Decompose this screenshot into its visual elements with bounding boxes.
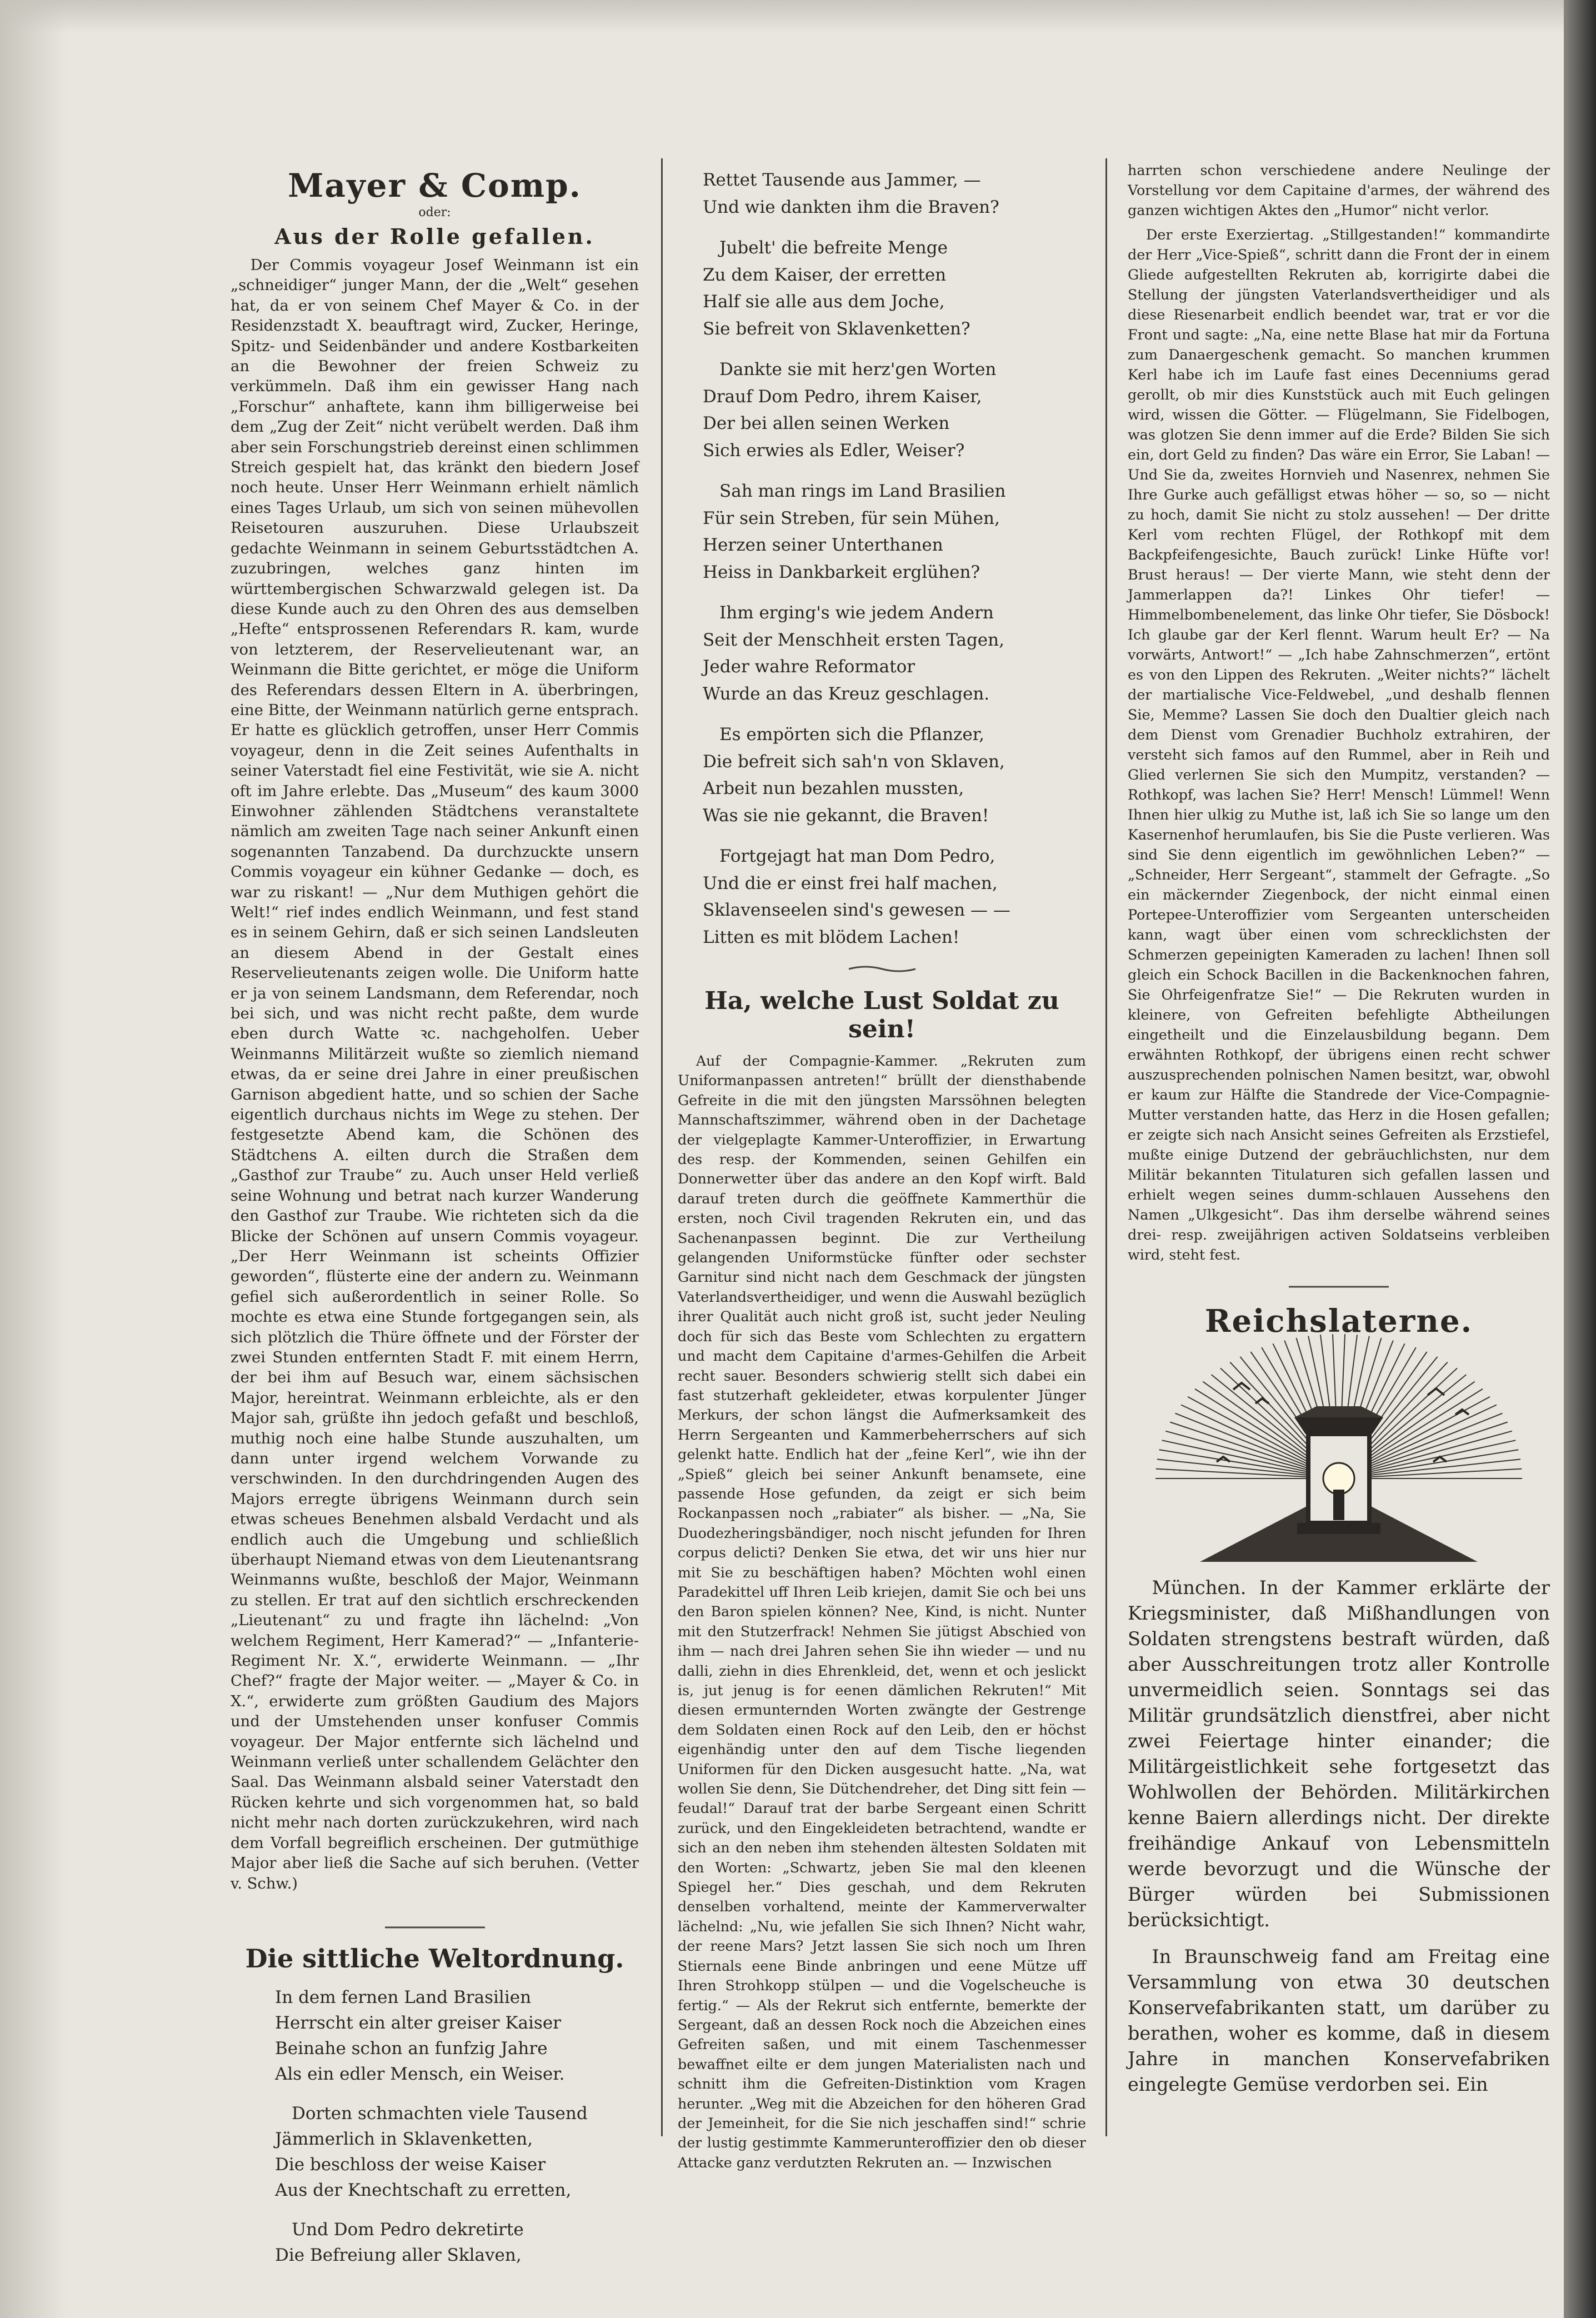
article-oder: oder: [418,206,451,219]
column-2 [678,167,1086,2178]
poem-line: Die beschloss der weise Kaiser [275,2154,546,2175]
poem-weltordnung [231,1985,639,2268]
poem-line: Arbeit nun bezahlen mussten, [703,778,964,798]
article-title-mayer: Mayer & Comp. [288,167,582,204]
poem-line: Was sie nie gekannt, die Braven! [703,805,989,826]
poem-stanza [703,843,1086,951]
divider [678,965,1086,976]
lantern-illustration [1128,1351,1550,1564]
poem-line: Herzen seiner Unterthanen [703,535,943,555]
poem-stanza [275,2217,639,2268]
poem-line: Jubelt' die befreite Menge [719,238,948,258]
poem-line: Dorten schmachten viele Tausend [292,2103,588,2124]
poem-line: Beinahe schon an funfzig Jahre [275,2038,548,2059]
poem-line: Ihm erging's wie jedem Andern [719,603,994,623]
poem-continued [678,167,1086,951]
poem-line: Rettet Tausende aus Jammer, — [703,170,981,190]
article-title-reichslaterne: Reichslaterne. [1204,1303,1473,1340]
poem-line: Für sein Streben, für sein Mühen, [703,508,1000,528]
poem-stanza [703,600,1086,707]
poem-stanza [703,167,1086,221]
divider [231,1922,639,1932]
muenchen-text: München. In der Kammer erklärte der Kriegsminister, daß Mißhandlungen von Soldaten strengstens bestraft würden, daß aber Ausschreitungen trotz aller Kontrolle unvermeidlich seien. Sonntags sei das Militär grundsätzlich dienstfrei, aber nicht zwei Feiertage hinter einander; die Militärgeistlichkeit sehe fortgesetzt das Wohlwollen der Behörden. Militärkirchen kenne Baiern allerdings nicht. Der direkte freihändige Ankauf von Lebensmitteln werde bevorzugt und die Wünsche der Bürger würden bei Submissionen berücksichtigt. [1128,1577,1550,1931]
poem-stanza [703,234,1086,342]
top-shadow [0,0,1564,33]
poem-stanza [703,478,1086,586]
poem-line: Zu dem Kaiser, der erretten [703,264,947,285]
street-lantern-icon [1167,1351,1511,1562]
poem-line: Als ein edler Mensch, ein Weiser. [275,2064,565,2084]
exerziertag-text: Der erste Exerziertag. „Stillgestanden!“ kommandirte der Herr „Vice-Spieß“, schritt dann die Front der in einem Gliede aufgestellten Rekruten ab, korrigirte dabei die Stellung der jüngsten Vaterlandsvertheidiger und als diese Riesenarbeit endlich beendet war, trat er vor die Front und sagte: „Na, eine nette Blase hat mir da Fortuna zum Danaergeschenk gemacht. So manchen krummen Kerl habe ich im Laufe fast eines Decenniums gerad gerollt, ob mir dies Kunststück auch mit Euch gelingen wird, wissen die Götter. — Flügelmann, Sie Fidelbogen, was glotzen Sie denn immer auf die Erde? Bilden Sie sich ein, dort Geld zu finden? Das wäre ein Error, Sie Laban! — Und Sie da, zweites Hornvieh und Nasenrex, nehmen Sie Ihre Gurke auch gefälligst etwas höher — so, so — nicht zu hoch, damit Sie nicht zu stolz aussehen! — Der dritte Kerl vom rechten Flügel, der Rothkopf mit dem Backpfeifengesichte, Bauch zurück! Linke Hüfte vor! Brust heraus! — Der vierte Mann, wie steht denn der Jammerlappen da?! Linkes Ohr tiefer! — Himmelbombenelement, das linke Ohr tiefer, Sie Dösbock! Ich glaube gar der Kerl flennt. Warum heult Er? — Na vorwärts, Antwort!“ — „Ich habe Zahnschmerzen“, ertönt es von den Lippen des Rekruten. „Weiter nichts?“ lächelt der martialische Vice-Feldwebel, „und deshalb flennen Sie, Memme? Lassen Sie doch den Dualtier gleich nach dem Dienst vom Grenadier Buchholz extrahiren, der versteht sich famos auf den Rummel, aber in Reih und Glied verlernen Sie sich den Mumpitz, verstanden? — Rothkopf, was lachen Sie? Herr! Mensch! Lümmel! Wenn Ihnen hier ulkig zu Muthe ist, laß ich Sie so lange um den Kasernenhof herumlaufen, bis Sie die Puste verlieren. Was sind Sie denn eigentlich im gewöhnlichen Leben?“ — „Schneider, Herr Sergeant“, stammelt der Gefragte. „So ein mäckernder Ziegenbock, der nicht einmal einen Portepee-Unteroffizier vom Sergeanten unterscheiden kann, wagt über einen vom schrecklichsten der Schmerzen gepeinigten Kameraden zu lachen! Ihnen soll gleich ein Schock Bacillen in die Backenknochen fahren, Sie Ohrfeigenfratze Sie!“ — Die Rekruten wurden in kleinere, von Gefreiten befehligte Abtheilungen eingetheilt und die Einzelausbildung begann. Dem erwähnten Rothkopf, der übrigens einen recht schwer auszusprechenden polnischen Namen besitzt, war, obwohl er kaum zur Hälfte die Standrede der Vice-Compagnie-Mutter verstanden hatte, das Herz in die Hosen gefallen; er zeigte sich nach Ansicht seines Gefreiten als Erzstiefel, mußte einige Dutzend der gebräuchlichsten, nur dem Militär bekannten Titulaturen sich gefallen lassen und erhielt wegen seines dumm-schlauen Aussehens den Namen „Ulkgesicht“. Das ihm derselbe während seines drei- resp. zweijährigen activen Soldatseins verbleiben wird, steht fest. [1128,226,1550,1263]
poem-line: Fortgejagt hat man Dom Pedro, [719,846,995,866]
poem-line: Dankte sie mit herz'gen Worten [719,359,997,379]
poem-line: Sich erwies als Edler, Weiser? [703,440,965,461]
continued-text: harrten schon verschiedene andere Neulinge der Vorstellung vor dem Capitaine d'armes, der während des ganzen wichtigen Aktes den „Humor“ nicht verlor. [1128,162,1550,218]
column-3 [1128,160,1550,2171]
page-edge [1564,0,1596,2318]
braunschweig-text: In Braunschweig fand am Freitag eine Versammlung von etwa 30 deutschen Konservefabrikanten statt, um darüber zu berathen, woher es komme, daß in diesem Jahre in manchen Konservefabriken eingelegte Gemüse verdorben sei. Ein [1128,1946,1550,2095]
poem-line: Und die er einst frei half machen, [703,873,998,893]
poem-line: Die befreit sich sah'n von Sklaven, [703,751,1005,772]
poem-stanza [275,2101,639,2203]
column-rule-2 [1105,158,1107,2136]
poem-line: Wurde an das Kreuz geschlagen. [703,683,990,704]
poem-line: Litten es mit blödem Lachen! [703,927,960,947]
poem-line: Die Befreiung aller Sklaven, [275,2245,522,2265]
left-shadow [0,0,67,2318]
poem-stanza [703,356,1086,464]
poem-stanza [275,1985,639,2087]
divider [1128,1281,1550,1292]
column-1 [231,156,639,2265]
divider-line [385,1925,485,1930]
poem-line: Half sie alle aus dem Joche, [703,292,945,312]
article-body-soldat: Auf der Compagnie-Kammer. „Rekruten zum Uniformanpassen antreten!“ brüllt der diensthabende Gefreite in die mit den jüngsten Marssöhnen belegten Mannschaftszimmer, während oben in der Dachetage der vielgeplagte Kammer-Unteroffizier, in Erwartung des resp. der Kommenden, seinen Gehilfen ein Donnerwetter über das andere an den Kopf wirft. Bald darauf treten durch die geöffnete Kammerthür die ersten, noch Civil tragenden Rekruten ein, und das Sachenanpassen beginnt. Die zur Vertheilung gelangenden Uniformstücke fünfter oder sechster Garnitur sind nicht nach dem Geschmack der jüngsten Vaterlandsvertheidiger, und wenn die Auswahl bezüglich ihrer Qualität auch nicht groß ist, sucht jeder Neuling doch für sich das Beste vom Schlechten zu ergattern und macht dem Capitaine d'armes-Gehilfen die Arbeit recht sauer. Besonders schwierig stellt sich dabei ein fast stutzerhaft gekleideter, etwas korpulenter Jünger Merkurs, der schon längst die Aufmerksamkeit des Herrn Sergeanten und Kammerbeherrschers auf sich gelenkt hatte. Endlich hat der „feine Kerl“, wie ihn der „Spieß“ gleich bei seiner Ankunft benamsete, eine passende Hose gefunden, da zeigt er sich beim Rockanpassen noch „rabiater“ als bisher. — „Na, Sie Duodezheringsbändiger, noch nischt jefunden for Ihren corpus delicti? Denken Sie etwa, det wir uns hier nur mit Sie zu beschäftigen haben? Möchten wohl einen Paradekittel uff Ihren Leib kriejen, damit Sie och bei uns den Baron spielen können? Nee, Kind, is nicht. Nunter mit den Stutzerfrack! Nehmen Sie jütigst Abschied von ihm — nach drei Jahren sehen Sie ihn wieder — und nu dalli, ziehn in dies Ehrenkleid, det, wenn et och jeslickt is, jut jenug is for eenen dämlichen Rekruten!“ Mit diesen ermunternden Worten zwängte der Gestrenge dem Soldaten einen Rock auf den Leib, den er höchst eigenhändig unter den auf dem Tische liegenden Uniformen für den Dicken ausgesucht hatte. „Na, wat wollen Sie denn, Sie Dütchendreher, det Ding sitt fein — feudal!“ Darauf trat der barbe Sergeant einen Schritt zurück, und den Eingekleideten betrachtend, wandte er sich an den neben ihm stehenden ältesten Soldaten mit den Worten: „Schwartz, jeben Sie mal den kleenen Spiegel her.“ Dies geschah, und dem Rekruten denselben vorhaltend, meinte der Kammerverwalter lächelnd: „Nu, wie jefallen Sie sich Ihnen? Nicht wahr, der reene Mars? Jetzt lassen Sie sich noch um Ihren Stiernals eene Binde anbringen und eene Mütze uff Ihren Strohkopp stülpen — und die Vogelscheuche is fertig.“ — Als der Rekrut sich entfernte, bemerkte der Sergeant, daß an dessen Rock noch die Abzeichen eines Gefreiten saßen, und mit einem Taschenmesser bewaffnet eilte er dem jungen Materialisten nach und schnitt ihm die Gefreiten-Distinktion vom Kragen herunter. „Weg mit die Abzeichen for den höheren Grad der Jemeinheit, for die Sie nich jeschaffen sind!“ schrie der lustig gestimmte Kammerunteroffizier den ob dieser Attacke ganz verdutzten Rekruten an. — Inzwischen [678,1053,1086,2171]
poem-line: Heiss in Dankbarkeit erglühen? [703,562,980,582]
poem-line: Es empörten sich die Pflanzer, [719,725,984,745]
divider-line [1289,1284,1389,1290]
poem-line: Und Dom Pedro dekretirte [292,2219,524,2240]
article-body-mayer: Der Commis voyageur Josef Weinmann ist ein „schneidiger“ junger Mann, der die „Welt“ gesehen hat, da er von seinem Chef Mayer & Co. in der Residenzstadt X. beauftragt wird, Zucker, Heringe, Spitz- und Seidenbänder und andere Kostbarkeiten an die Bewohner der freien Schweiz zu verkümmeln. Daß ihm ein gewisser Hang nach „Forschur“ anhaftete, kann ihm billigerweise bei dem „Zug der Zeit“ nicht verübelt werden. Daß ihm aber sein Forschungstrieb dereinst einen schlimmen Streich gespielt hat, das kränkt den biedern Josef noch heute. Unser Herr Weinmann erhielt nämlich eines Tages Urlaub, um sich von seinen mühevollen Reisetouren auszuruhen. Diese Urlaubszeit gedachte Weinmann in seinem Geburtsstädtchen A. zuzubringen, welches ganz hinten im württembergischen Schwarzwald gelegen ist. Da diese Kunde auch zu den Ohren des aus demselben „Hefte“ entsprossenen Referendars R. kam, wurde von letzterem, der Reservelieutenant war, an Weinmann die Bitte gerichtet, er möge die Uniform des Referendars dessen Eltern in A. überbringen, eine Bitte, der Weinmann natürlich gerne entsprach. Er hatte es glücklich getroffen, unser Herr Commis voyageur, denn in die Zeit seines Aufenthalts in seiner Vaterstadt fiel eine Festivität, wie sie A. nicht oft im Jahre erlebte. Das „Museum“ des kaum 3000 Einwohner zählenden Städtchens veranstaltete nämlich am zweiten Tage nach seiner Ankunft einen sogenannten Tanzabend. Da durchzuckte unsern Commis voyageur ein kühner Gedanke — doch, es war zu riskant! — „Nur dem Muthigen gehört die Welt!“ rief indes endlich Weinmann, und fest stand es in seinem Gehirn, daß er sich seinen Landsleuten an diesem Abend in der Gestalt eines Reservelieutenants zeigen wolle. Die Uniform hatte er ja von seinem Landsmann, dem Referendar, noch bei sich, und was nicht recht paßte, dem wurde eben durch Watte ꝛc. nachgeholfen. Ueber Weinmanns Militärzeit wußte so ziemlich niemand etwas, da er seine drei Jahre in einer preußischen Garnison abgedient hatte, und so schien der Sache eigentlich durchaus nichts im Wege zu stehen. Der festgesetzte Abend kam, die Schönen des Städtchens A. eilten durch die Straßen dem „Gasthof zur Traube“ zu. Auch unser Held verließ seine Wohnung und betrat nach kurzer Wanderung den Gasthof zur Traube. Wie richteten sich da die Blicke der Schönen auf unsern Commis voyageur. „Der Herr Weinmann ist scheints Offizier geworden“, flüsterte eine der andern zu. Weinmann gefiel sich außerordentlich in seiner Rolle. So mochte es etwa eine Stunde fortgegangen sein, als sich plötzlich die Thüre öffnete und der Förster der zwei Stunden entfernten Stadt F. mit einem Herrn, der bei ihm auf Besuch war, einem sächsischen Major, hereintrat. Weinmann erbleichte, als er den Major sah, grüßte ihn jedoch gefaßt und beschloß, muthig noch eine halbe Stunde auszuhalten, um dann unter irgend welchem Vorwande zu verschwinden. In den durchdringenden Augen des Majors erregte übrigens Weinmann durch sein etwas scheues Benehmen alsbald Verdacht und als endlich auch die Umgebung und schließlich überhaupt Niemand etwas von dem Lieutenantsrang Weinmanns wußte, beschloß der Major, Weinmann zu stellen. Er trat auf den sichtlich erschreckenden „Lieutenant“ zu und fragte ihn lächelnd: „Von welchem Regiment, Herr Kamerad?“ — „Infanterie-Regiment Nr. X.“, erwiderte Weinmann. — „Ihr Chef?“ fragte der Major weiter. — „Mayer & Co. in X.“, erwiderte zum größten Gaudium des Majors und der Umstehenden unser konfuser Commis voyageur. Der Major entfernte sich lächelnd und Weinmann verließ unter schallendem Gelächter den Saal. Das Weinmann alsbald seiner Vaterstadt den Rücken kehrte und sich vorgenommen hat, so bald nicht mehr nach dorten zurückzukehren, wird nach dem Vorfall begreiflich erscheinen. Der gutmüthige Major aber ließ die Sache auf sich beruhen. (Vetter v. Schw.) [231,257,639,1892]
poem-line: Und wie dankten ihm die Braven? [703,197,999,217]
article-title-weltordnung: Die sittliche Weltordnung. [245,1943,624,1974]
article-subtitle-rolle: Aus der Rolle gefallen. [274,224,595,249]
column-rule-1 [661,158,663,2136]
poem-line: Sklavenseelen sind's gewesen — — [703,900,1010,920]
poem-line: Seit der Menschheit ersten Tagen, [703,630,1004,650]
poem-line: Jeder wahre Reformator [703,657,915,677]
poem-line: Der bei allen seinen Werken [703,413,950,433]
article-title-soldat: Ha, welche Lust Soldat zu sein! [704,987,1059,1043]
poem-stanza [703,721,1086,829]
poem-line: Sah man rings im Land Brasilien [719,481,1006,501]
poem-line: Sie befreit von Sklavenketten? [703,318,970,339]
poem-line: Aus der Knechtschaft zu erretten, [275,2180,572,2200]
divider-flourish [849,965,915,973]
poem-line: In dem fernen Land Brasilien [275,1987,532,2007]
poem-line: Jämmerlich in Sklavenketten, [275,2129,533,2149]
poem-line: Drauf Dom Pedro, ihrem Kaiser, [703,386,982,407]
poem-line: Herrscht ein alter greiser Kaiser [275,2012,561,2033]
